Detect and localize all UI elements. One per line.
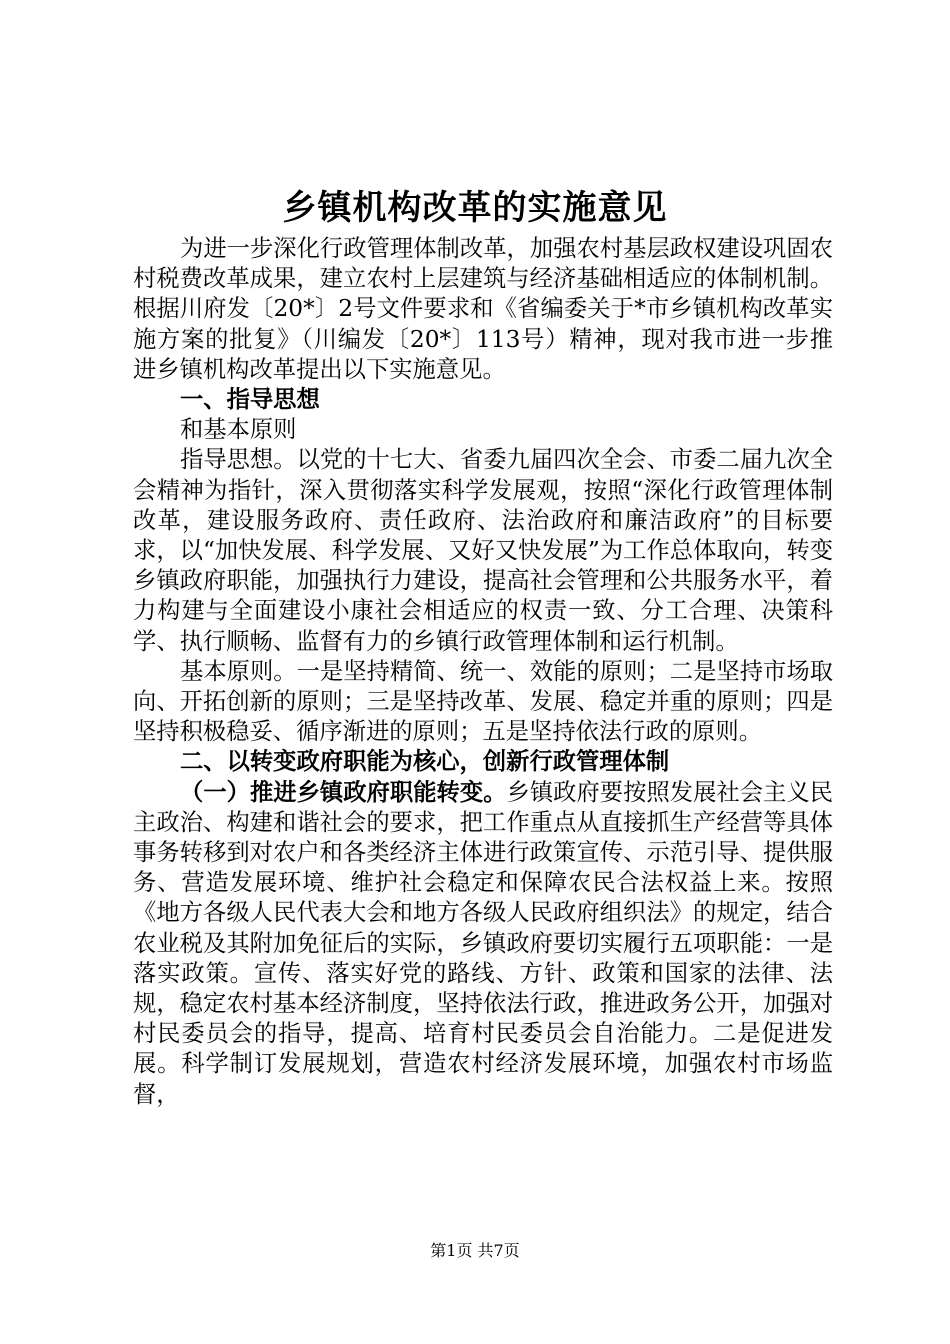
subsection-heading-1: （一）推进乡镇政府职能转变。 <box>180 778 507 806</box>
section-heading-2: 二、以转变政府职能为核心，创新行政管理体制 <box>180 748 670 776</box>
paragraph-function-transform-text: 乡镇政府要按照发展社会主义民主政治、构建和谐社会的要求，把工作重点从直接抓生产经营等具体事务转移到对农户和各类经济主体进行政策宣传、示范引导、提供服务、营造发展环境、维护社会稳定和保障农民合法权益上来。按照《地方各级人民代表大会和地方各级人民政府组织法》的规定，结合农业税及其附加免征后的实际，乡镇政府要切实履行五项职能：一是落实政策。宣传、落实好党的路线、方针、政策和国家的法律、法规，稳定农村基本经济制度，坚持依法行政，推进政务公开，加强对村民委员会的指导，提高、培育村民委员会自治能力。二是促进发展。科学制订发展规划，营造农村经济发展环境，加强农村市场监督， <box>133 778 834 1108</box>
document-title: 乡镇机构改革的实施意见 <box>282 188 668 228</box>
section-heading-1: 一、指导思想 <box>180 386 320 414</box>
paragraph-intro: 为进一步深化行政管理体制改革，加强农村基层政权建设巩固农村税费改革成果，建立农村上层建筑与经济基础相适应的体制机制。根据川府发〔20*〕2号文件要求和《省编委关于*市乡镇机构改革实施方案的批复》（川编发〔20*〕113号）精神，现对我市进一步推进乡镇机构改革提出以下实施意见。 <box>133 235 833 383</box>
page-footer: 第1页 共7页 <box>430 1241 520 1260</box>
document-body <box>133 234 833 1110</box>
paragraph-principles-fragment: 和基本原则 <box>180 416 297 444</box>
paragraph-function-transform <box>133 778 833 1110</box>
paragraph-guiding-ideology: 指导思想。以党的十七大、省委九届四次全会、市委二届九次全会精神为指针，深入贯彻落实科学发展观，按照“深化行政管理体制改革，建设服务政府、责任政府、法治政府和廉洁政府”的目标要求，以“加快发展、科学发展、又好又快发展”为工作总体取向，转变乡镇政府职能，加强执行力建设，提高社会管理和公共服务水平，着力构建与全面建设小康社会相适应的权责一致、分工合理、决策科学、执行顺畅、监督有力的乡镇行政管理体制和运行机制。 <box>133 446 833 655</box>
paragraph-basic-principles: 基本原则。一是坚持精简、统一、效能的原则；二是坚持市场取向、开拓创新的原则；三是坚持改革、发展、稳定并重的原则；四是坚持积极稳妥、循序渐进的原则；五是坚持依法行政的原则。 <box>133 657 833 746</box>
